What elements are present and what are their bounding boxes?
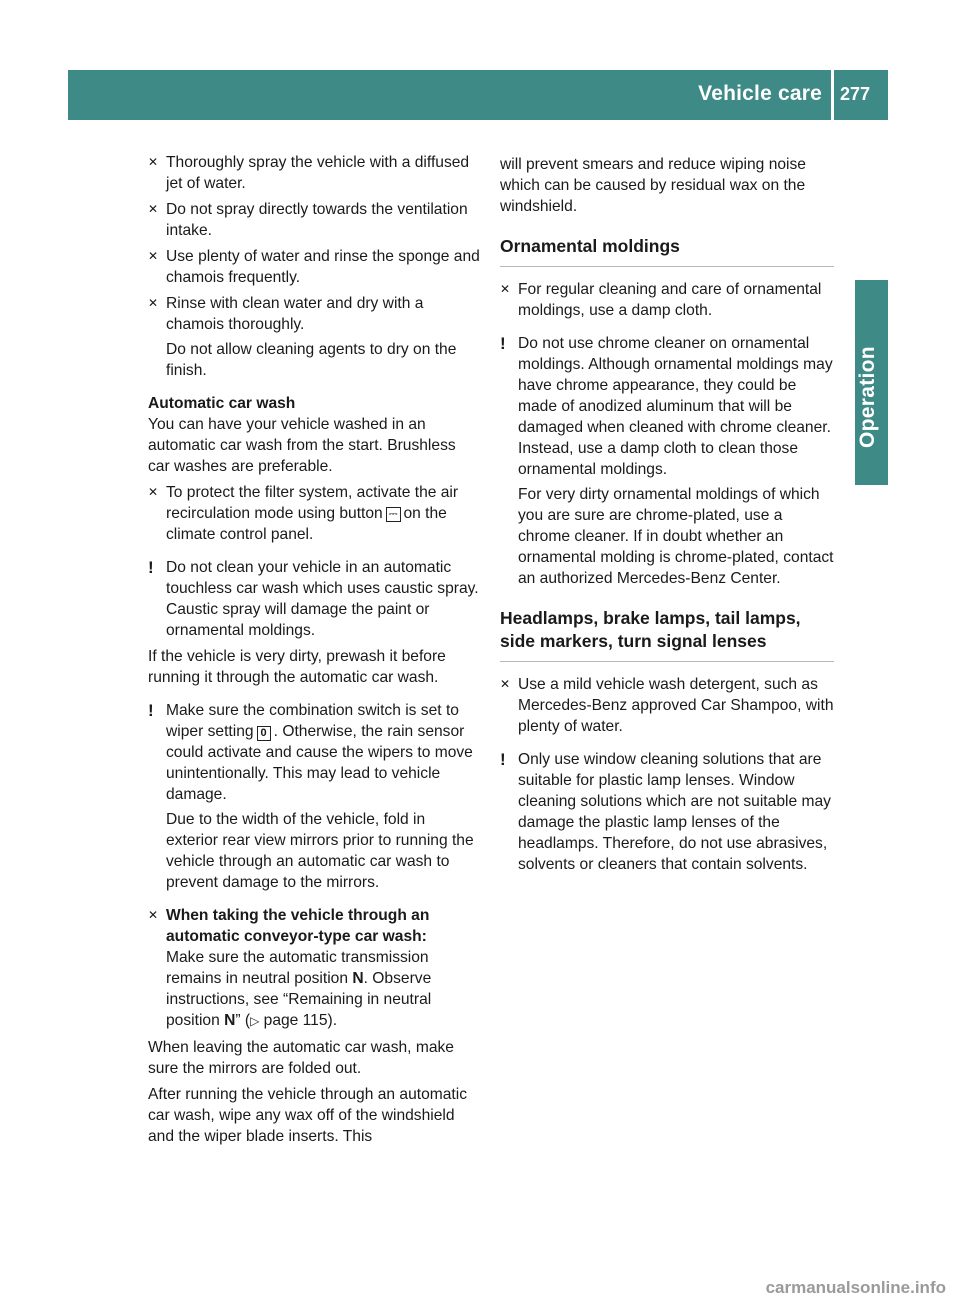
step-item: ✕ Use a mild vehicle wash detergent, such as Mercedes-Benz approved Car Shampoo, with plenty of water. — [500, 676, 834, 735]
warning-icon: ! — [500, 334, 506, 353]
step-note: Do not allow cleaning agents to dry on the finish. — [166, 341, 457, 379]
step-item: ✕ Use plenty of water and rinse the sponge and chamois frequently. — [148, 248, 480, 286]
right-column — [500, 154, 834, 880]
step-item: ✕ To protect the filter system, activate the air recirculation mode using button ⎓ on the climate control panel. — [148, 484, 459, 543]
step-arrow-icon: ✕ — [148, 485, 159, 499]
page-title: Vehicle care — [698, 82, 822, 105]
step-item: ✕ Do not spray directly towards the ventilation intake. — [148, 201, 468, 239]
warning-note: ! Do not clean your vehicle in an automatic touchless car wash which uses caustic spray. Caustic spray will damage the paint or ornamental moldings. — [148, 558, 479, 639]
paragraph: When leaving the automatic car wash, make sure the mirrors are folded out. — [148, 1039, 454, 1077]
step-arrow-icon: ✕ — [148, 296, 159, 310]
wiper-setting-icon: 0 — [257, 726, 271, 741]
warning-note: ! Only use window cleaning solutions that are suitable for plastic lamp lenses. Window cleaning solutions which are not suitable may damage the plastic lamp lenses of the headlamps. Therefore, do not use abrasives, solvents or cleaners that contain solvents. — [500, 750, 831, 873]
step-arrow-icon: ✕ — [148, 155, 159, 169]
section-tab-label: Operation — [856, 346, 879, 448]
step-item: ✕ Rinse with clean water and dry with a chamois thoroughly. Do not allow cleaning agents to dry on the finish. — [148, 293, 480, 381]
warning-subnote: Due to the width of the vehicle, fold in exterior rear view mirrors prior to running the vehicle through an automatic car wash to prevent damage to the mirrors. — [166, 811, 474, 891]
subheading-automatic-car-wash: Automatic car wash — [148, 395, 296, 412]
watermark: carmanualsonline.info — [765, 1278, 946, 1297]
paragraph: After running the vehicle through an automatic car wash, wipe any wax off of the windshield and the wiper blade inserts. This — [148, 1086, 468, 1145]
paragraph: will prevent smears and reduce wiping noise which can be caused by residual wax on the windshield. — [500, 156, 806, 215]
paragraph: You can have your vehicle washed in an automatic car wash from the start. Brushless car washes are preferable. — [148, 416, 456, 475]
paragraph: If the vehicle is very dirty, prewash it before running it through the automatic car wash. — [148, 648, 446, 686]
step-arrow-icon: ✕ — [148, 908, 159, 922]
step-item: ✕ Thoroughly spray the vehicle with a diffused jet of water. — [148, 154, 470, 192]
left-column — [148, 152, 480, 1152]
page-reference-icon: ▷ — [250, 1014, 260, 1028]
page-number: 277 — [840, 84, 871, 104]
step-item: ✕ When taking the vehicle through an automatic conveyor-type car wash: Make sure the automatic transmission remains in neutral position N. Observe instructions, see “Remaining in neutral position N” (▷ page 115). — [148, 907, 432, 1029]
step-arrow-icon: ✕ — [148, 202, 159, 216]
step-arrow-icon: ✕ — [500, 282, 511, 296]
warning-icon: ! — [500, 750, 506, 769]
warning-note: ! Make sure the combination switch is set to wiper setting 0 . Otherwise, the rain sensor could activate and cause the wipers to move unintentionally. This may lead to vehicle damage. Due to the width of the vehicle, fold in exterior rear view mirrors prior to running the vehicle through an automatic car wash to prevent damage to the mirrors. — [148, 700, 480, 893]
step-arrow-icon: ✕ — [148, 249, 159, 263]
section-heading-lamps: Headlamps, brake lamps, tail lamps, side markers, turn signal lenses — [500, 607, 834, 662]
recirculation-button-icon: ⎓ — [386, 507, 401, 522]
warning-note: ! Do not use chrome cleaner on ornamental moldings. Although ornamental moldings may have chrome appearance, they could be made of anodized aluminum that will be damaged when cleaned with chrome cleaner. Instead, use a damp cloth to clean those ornamental moldings. For very dirty ornamental moldings of which you are sure are chrome-plated, use a chrome cleaner. If in doubt whether an ornamental molding is chrome-plated, contact an authorized Mercedes-Benz Center. — [500, 334, 834, 587]
warning-icon: ! — [148, 558, 154, 577]
step-arrow-icon: ✕ — [500, 677, 511, 691]
warning-icon: ! — [148, 701, 154, 720]
section-heading-ornamental-moldings: Ornamental moldings — [500, 235, 834, 267]
step-item: ✕ For regular cleaning and care of ornamental moldings, use a damp cloth. — [500, 281, 822, 319]
warning-subnote: For very dirty ornamental moldings of which you are sure are chrome-plated, use a chrome cleaner. If in doubt whether an ornamental molding is chrome-plated, contact an authorized Mercedes-Benz Center. — [518, 486, 834, 587]
